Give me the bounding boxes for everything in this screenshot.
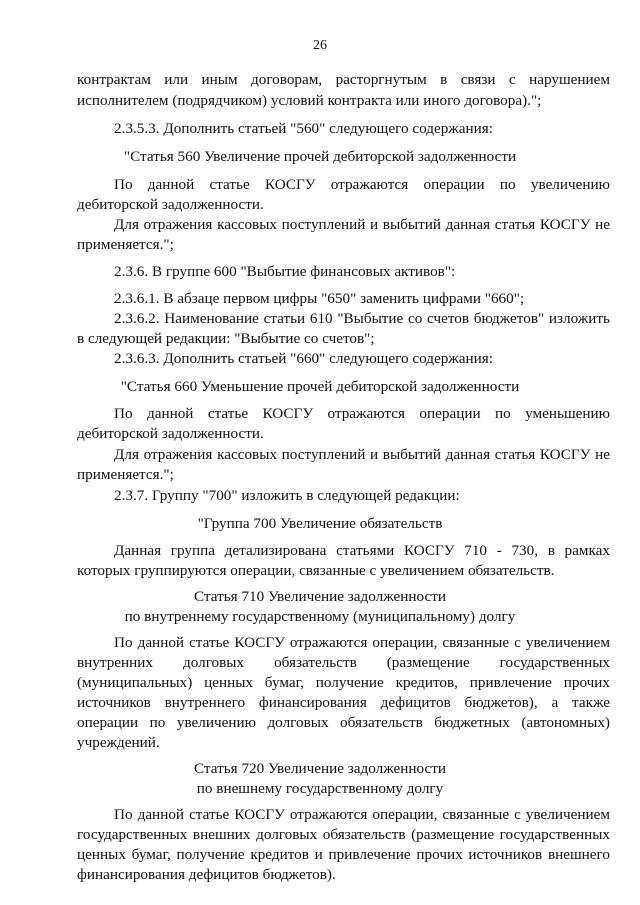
text-line: которых группируются операции, связанные с увеличением обязательств. xyxy=(77,562,555,579)
text-line: дебиторской задолженности. xyxy=(77,425,264,442)
text-line: Для отражения кассовых поступлений и выбытий данная статья КОСГУ не xyxy=(114,446,610,463)
text-line: (муниципальных) ценных бумаг, получение кредитов, привлечение прочих xyxy=(77,674,610,691)
text-line: По данной статье КОСГУ отражаются операции, связанные с увеличением xyxy=(114,806,610,823)
text-line: По данной статье КОСГУ отражаются операции, связанные с увеличением xyxy=(114,634,610,651)
text-line: ценных бумаг, получение кредитов и привлечение прочих источников внешнего xyxy=(77,846,610,863)
page-number: 26 xyxy=(313,38,327,53)
text-line: Данная группа детализирована статьями КОСГУ 710 - 730, в рамках xyxy=(114,542,610,559)
text-line: 2.3.6.3. Дополнить статьей "660" следующего содержания: xyxy=(114,350,494,367)
text-line: применяется."; xyxy=(77,466,174,483)
article-heading: Статья 710 Увеличение задолженности xyxy=(194,588,446,605)
text-line: исполнителем (подрядчиком) условий контракта или иного договора)."; xyxy=(77,92,542,109)
text-line: 2.3.7. Группу "700" изложить в следующей редакции: xyxy=(114,487,460,504)
text-line: Для отражения кассовых поступлений и выбытий данная статья КОСГУ не xyxy=(114,216,610,233)
text-line: государственных внешних долговых обязательств (размещение государственных xyxy=(77,826,610,843)
article-heading: Статья 720 Увеличение задолженности xyxy=(194,760,446,777)
text-line: внутренних долговых обязательств (размещение государственных xyxy=(77,654,610,671)
article-heading: "Статья 560 Увеличение прочей дебиторской задолженности xyxy=(123,148,517,165)
text-line: дебиторской задолженности. xyxy=(77,196,264,213)
article-heading: по внутреннему государственному (муниципальному) долгу xyxy=(124,608,516,625)
text-line: По данной статье КОСГУ отражаются операции по увеличению xyxy=(114,176,610,193)
text-line: 2.3.6. В группе 600 "Выбытие финансовых активов": xyxy=(114,263,456,280)
text-line: финансирования дефицитов бюджетов). xyxy=(77,866,336,883)
text-line: 2.3.6.2. Наименование статьи 610 "Выбытие со счетов бюджетов" изложить xyxy=(114,310,610,327)
text-line: По данной статье КОСГУ отражаются операции по уменьшению xyxy=(114,405,610,422)
text-line: операции по увеличению долговых обязательств бюджетных (автономных) xyxy=(77,714,610,731)
article-heading: "Статья 660 Уменьшение прочей дебиторской задолженности xyxy=(120,378,520,395)
group-heading: "Группа 700 Увеличение обязательств xyxy=(197,515,443,532)
text-line: 2.3.5.3. Дополнить статьей "560" следующего содержания: xyxy=(114,120,494,137)
text-line: контрактам или иным договорам, расторгнутым в связи с нарушением xyxy=(77,71,610,88)
text-line: применяется."; xyxy=(77,236,174,253)
article-heading: по внешнему государственному долгу xyxy=(196,780,444,797)
text-line: в следующей редакции: "Выбытие со счетов"; xyxy=(77,330,375,347)
text-line: источников внутреннего финансирования дефицитов бюджетов), а также xyxy=(77,694,610,711)
text-line: учреждений. xyxy=(77,734,160,751)
text-line: 2.3.6.1. В абзаце первом цифры "650" заменить цифрами "660"; xyxy=(114,290,525,307)
